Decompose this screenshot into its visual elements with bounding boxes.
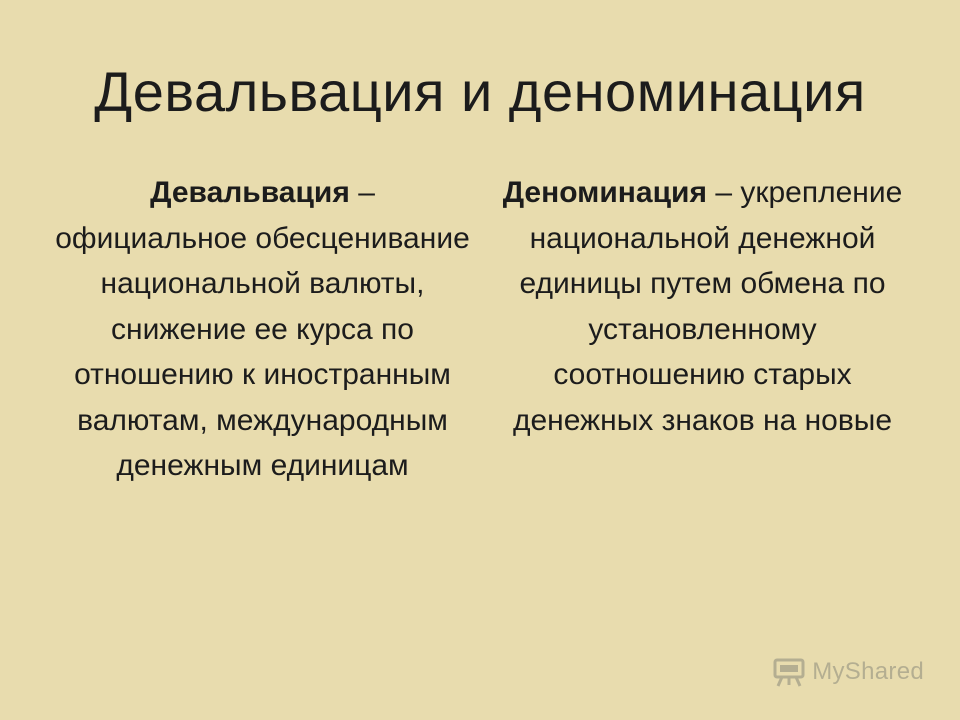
devaluation-text: официальное обесценивание национальной валюты, снижение ее курса по отношению к иностранным валютам, международным денежным единицам [55, 221, 470, 482]
devaluation-term: Девальвация [150, 176, 350, 209]
denomination-text: укрепление национальной денежной единицы путем обмена по установленному соотношению старых денежных знаков на новые [512, 176, 903, 437]
slide-title: Девальвация и деноминация [94, 60, 866, 123]
denomination-term: Деноминация [502, 176, 707, 209]
devaluation-definition [55, 170, 470, 489]
denomination-definition [500, 170, 905, 443]
myshared-watermark [772, 654, 924, 690]
devaluation-dash: – [349, 176, 375, 209]
denomination-dash: – [707, 176, 741, 209]
presentation-board-icon [772, 655, 806, 689]
watermark-brand: MyShared [812, 658, 924, 685]
